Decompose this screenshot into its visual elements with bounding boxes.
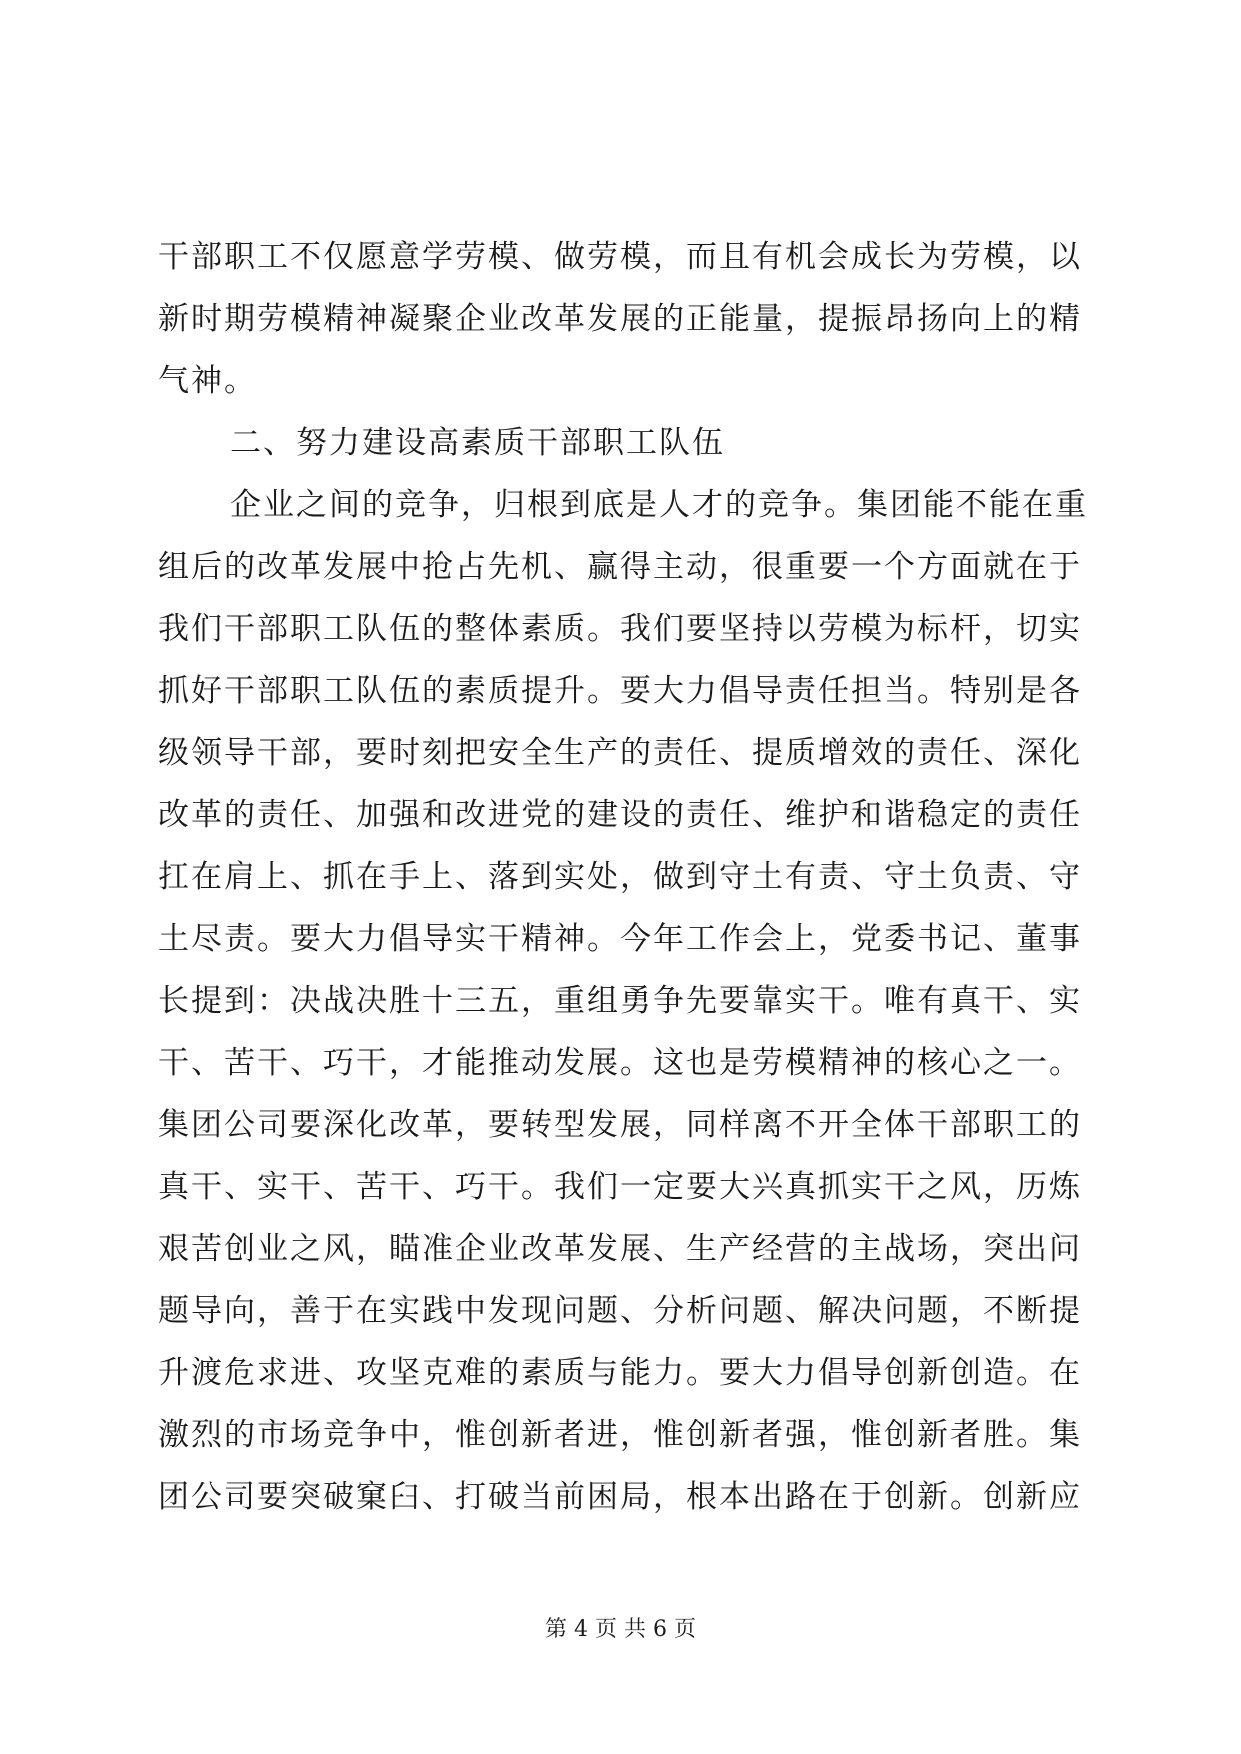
document-body <box>158 226 1088 1528</box>
page-footer <box>0 1615 1241 1645</box>
section-heading: 二、努力建设高素质干部职工队伍 <box>230 425 725 461</box>
text-line: 艰苦创业之风，瞄准企业改革发展、生产经营的主战场，突出问 <box>158 1231 1082 1267</box>
text-line: 干、苦干、巧干，才能推动发展。这也是劳模精神的核心之一。 <box>158 1045 1082 1081</box>
page-number-label: 第 4 页 共 6 页 <box>545 1617 696 1642</box>
text-line: 抓好干部职工队伍的素质提升。要大力倡导责任担当。特别是各 <box>158 673 1082 709</box>
text-line: 级领导干部，要时刻把安全生产的责任、提质增效的责任、深化 <box>158 735 1082 771</box>
text-line: 改革的责任、加强和改进党的建设的责任、维护和谐稳定的责任 <box>158 797 1082 833</box>
text-line: 题导向，善于在实践中发现问题、分析问题、解决问题，不断提 <box>158 1293 1082 1329</box>
text-line: 组后的改革发展中抢占先机、赢得主动，很重要一个方面就在于 <box>158 549 1082 585</box>
text-line: 扛在肩上、抓在手上、落到实处，做到守土有责、守土负责、守 <box>158 859 1082 895</box>
text-line: 激烈的市场竞争中，惟创新者进，惟创新者强，惟创新者胜。集 <box>158 1417 1082 1453</box>
text-line: 气神。 <box>158 363 257 399</box>
text-line: 新时期劳模精神凝聚企业改革发展的正能量，提振昂扬向上的精 <box>158 301 1082 337</box>
text-line: 干部职工不仅愿意学劳模、做劳模，而且有机会成长为劳模，以 <box>158 239 1082 275</box>
text-line: 团公司要突破窠臼、打破当前困局，根本出路在于创新。创新应 <box>158 1479 1082 1515</box>
text-line: 长提到：决战决胜十三五，重组勇争先要靠实干。唯有真干、实 <box>158 983 1082 1019</box>
text-line: 真干、实干、苦干、巧干。我们一定要大兴真抓实干之风，历炼 <box>158 1169 1082 1205</box>
text-line: 升渡危求进、攻坚克难的素质与能力。要大力倡导创新创造。在 <box>158 1355 1082 1391</box>
text-line: 土尽责。要大力倡导实干精神。今年工作会上，党委书记、董事 <box>158 921 1082 957</box>
paragraph-first-line: 企业之间的竞争，归根到底是人才的竞争。集团能不能在重 <box>230 487 1088 523</box>
text-line: 集团公司要深化改革，要转型发展，同样离不开全体干部职工的 <box>158 1107 1082 1143</box>
text-line: 我们干部职工队伍的整体素质。我们要坚持以劳模为标杆，切实 <box>158 611 1082 647</box>
